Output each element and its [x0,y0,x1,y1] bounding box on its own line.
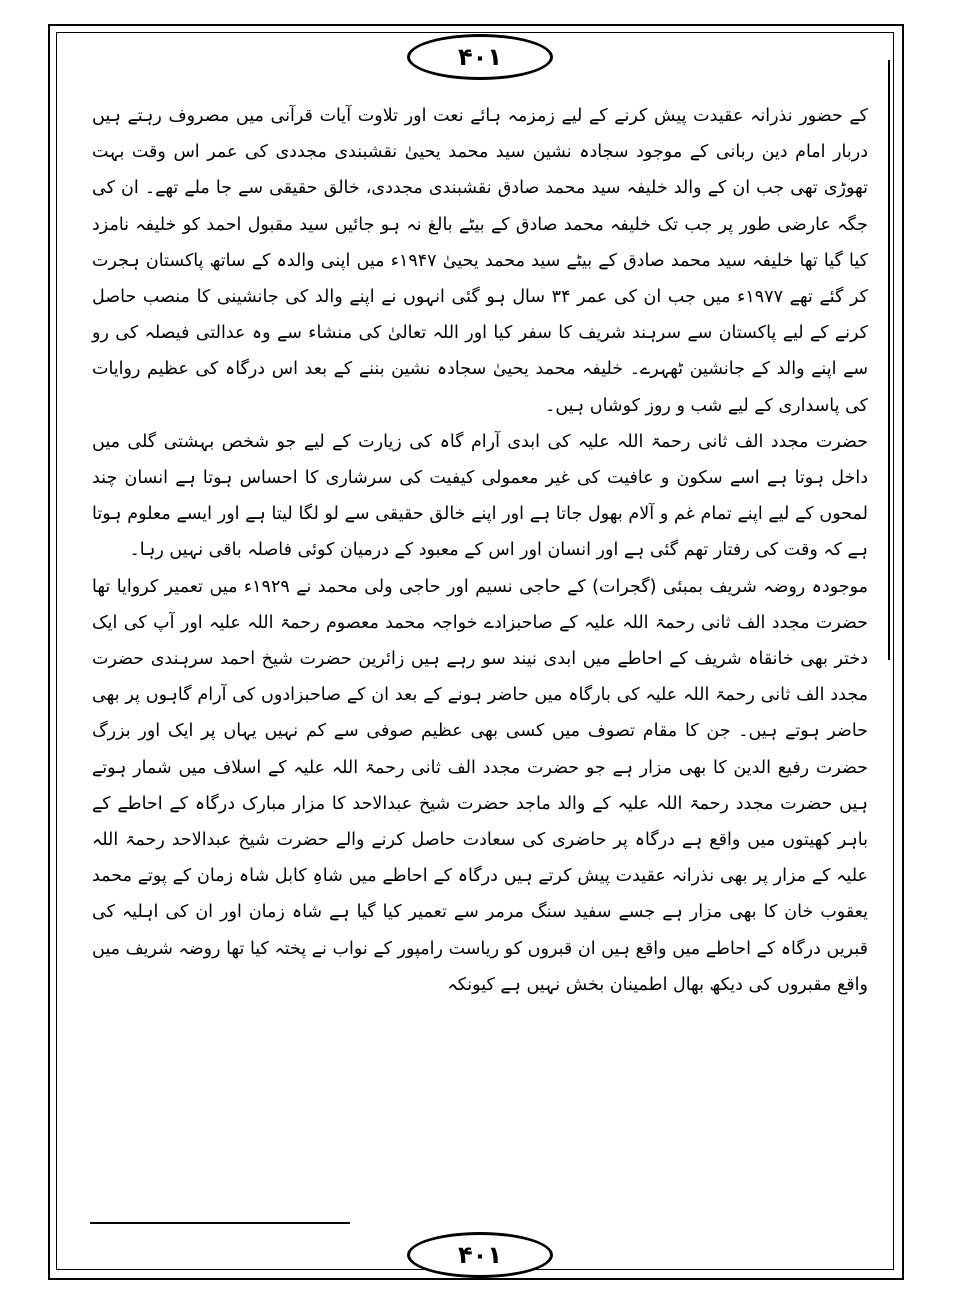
page-number-top: ۴۰۱ [407,34,553,80]
paragraph: حضرت مجدد الف ثانی رحمۃ اللہ علیہ کی ابدی آرام گاہ کی زیارت کے لیے جو شخص بہشتی گلی میں داخل ہوتا ہے اسے سکون و عافیت کی غیر معمولی کیفیت کی سرشاری کا احساس ہوتا ہے انسان چند لمحوں کے لیے اپنے تمام غم و آلام بھول جاتا ہے اور اپنے خالق حقیقی سے لو لگا لیتا ہے اور ایسے معلوم ہوتا ہے کہ وقت کی رفتار تھم گئی ہے اور انسان اور اس کے معبود کے درمیان کوئی فاصلہ باقی نہیں رہا۔ [92,431,868,561]
side-rule [888,60,890,660]
body-text [92,98,868,1195]
paragraph: کے حضور نذرانہ عقیدت پیش کرنے کے لیے زمزمہ ہائے نعت اور تلاوت آیات قرآنی میں مصروف رہتے ہیں دربار امام دین ربانی کے موجود سجادہ نشین سید محمد یحییٰ نقشبندی مجددی کی عمر اس وقت بہت تھوڑی تھی جب ان کے والد خلیفہ سید محمد صادق نقشبندی مجددی، خالق حقیقی سے جا ملے تھے۔ ان کی جگہ عارضی طور پر جب تک خلیفہ محمد صادق کے بیٹے بالغ نہ ہو جائیں سید مقبول احمد کو خلیفہ نامزد کیا گیا تھا خلیفہ سید محمد صادق کے بیٹے سید محمد یحییٰ ۱۹۴۷ء میں اپنی والدہ کے ساتھ پاکستان ہجرت کر گئے تھے ۱۹۷۷ء میں جب ان کی عمر ۳۴ سال ہو گئی انہوں نے اپنے والد کی جانشینی کا منصب حاصل کرنے کے لیے پاکستان سے سرہند شریف کا سفر کیا اور اللہ تعالیٰ کی منشاء سے وہ عدالتی فیصلہ کی رو سے اپنے والد کے جانشین ٹھہرے۔ خلیفہ محمد یحییٰ سجادہ نشین بننے کے بعد اس درگاہ کی عظیم روایات کی پاسداری کے لیے شب و روز کوشاں ہیں۔ [92,106,868,416]
bottom-rule [90,1222,350,1224]
paragraph: موجودہ روضہ شریف بمبئی (گجرات) کے حاجی نسیم اور حاجی ولی محمد نے ۱۹۲۹ء میں تعمیر کروایا تھا حضرت مجدد الف ثانی رحمۃ اللہ علیہ کے صاحبزادے خواجہ محمد معصوم رحمۃ اللہ علیہ اور آپ کی ایک دختر بھی خانقاہ شریف کے احاطے میں ابدی نیند سو رہے ہیں زائرین حضرت شیخ احمد سرہندی حضرت مجدد الف ثانی رحمۃ اللہ علیہ کی بارگاہ میں حاضر ہونے کے بعد ان کے صاحبزادوں کی آرام گاہوں پر بھی حاضر ہوتے ہیں۔ جن کا مقام تصوف میں کسی بھی عظیم صوفی سے کم نہیں یہاں پر ایک اور بزرگ حضرت رفیع الدین کا بھی مزار ہے جو حضرت مجدد الف ثانی رحمۃ اللہ علیہ کے اسلاف میں شمار ہوتے ہیں حضرت مجدد رحمۃ اللہ علیہ کے والد ماجد حضرت شیخ عبدالاحد کا مزار مبارک درگاہ کے احاطے کے باہر کھیتوں میں واقع ہے درگاہ پر حاضری کی سعادت حاصل کرنے والے حضرت شیخ عبدالاحد رحمۃ اللہ علیہ کے مزار پر بھی نذرانہ عقیدت پیش کرتے ہیں درگاہ کے احاطے میں شاہِ کابل شاہ زمان کے پوتے محمد یعقوب خان کا بھی مزار ہے جسے سفید سنگ مرمر سے تعمیر کیا گیا ہے شاہ زمان اور ان کی اہلیہ کی قبریں درگاہ کے احاطے میں واقع ہیں ان قبروں کو ریاست رامپور کے نواب نے پختہ کیا تھا روضہ شریف میں واقع مقبروں کی دیکھ بھال اطمینان بخش نہیں ہے کیونکہ [92,576,868,995]
page-number-bottom: ۴۰۱ [407,1232,553,1278]
